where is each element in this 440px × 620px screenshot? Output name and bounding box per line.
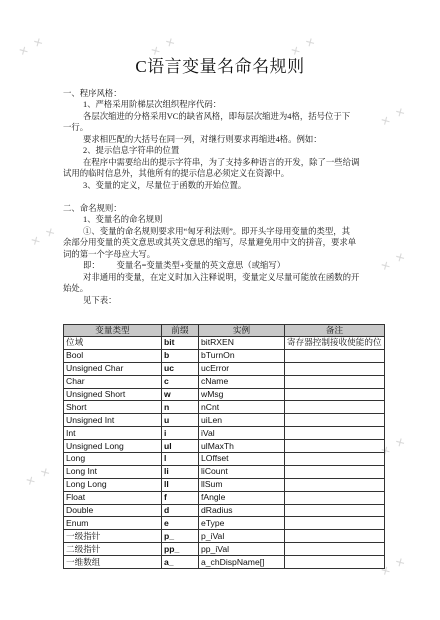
example-cell: p_iVal bbox=[199, 530, 285, 543]
table-row bbox=[64, 414, 385, 427]
prefix-cell: ul bbox=[162, 440, 199, 453]
note-cell bbox=[285, 465, 385, 478]
subsection-heading: 3、变量的定义，尽量位于函数的开始位置。 bbox=[83, 181, 247, 190]
watermark: ✕ ✕ bbox=[288, 33, 320, 60]
watermark: ✕ ✕ bbox=[378, 433, 410, 460]
paragraph-line: 要求相匹配的大括号在同一列，对继行则要求再缩进4格。例如： bbox=[83, 135, 322, 144]
note-cell bbox=[285, 491, 385, 504]
example-cell: dRadius bbox=[199, 504, 285, 517]
example-cell: pp_iVal bbox=[199, 543, 285, 556]
prefix-cell: d bbox=[162, 504, 199, 517]
note-cell bbox=[285, 388, 385, 401]
note-cell: 寄存器控制接收使能的位 bbox=[285, 337, 385, 350]
type-cell: Unsigned Int bbox=[64, 414, 162, 427]
note-cell bbox=[285, 440, 385, 453]
watermark: ✕ ✕ bbox=[378, 553, 410, 580]
table-row bbox=[64, 388, 385, 401]
watermark: ✕ ✕ bbox=[28, 223, 60, 250]
example-cell: eType bbox=[199, 517, 285, 530]
example-cell: iVal bbox=[199, 427, 285, 440]
prefix-cell: p_ bbox=[162, 530, 199, 543]
type-cell: Double bbox=[64, 504, 162, 517]
type-cell: Float bbox=[64, 491, 162, 504]
variable-prefix-table bbox=[63, 324, 385, 569]
note-cell bbox=[285, 427, 385, 440]
example-cell: LOffset bbox=[199, 453, 285, 466]
type-cell: 位域 bbox=[64, 337, 162, 350]
type-cell: 二级指针 bbox=[64, 543, 162, 556]
header-prefix: 前缀 bbox=[162, 325, 199, 337]
paragraph-line: 见下表： bbox=[83, 296, 117, 305]
note-cell bbox=[285, 414, 385, 427]
subsection-heading: 2、提示信息字符串的位置 bbox=[83, 146, 180, 155]
type-cell: 一级指针 bbox=[64, 530, 162, 543]
table-row bbox=[64, 543, 385, 556]
note-cell bbox=[285, 362, 385, 375]
type-cell: Short bbox=[64, 401, 162, 414]
type-cell: Unsigned Long bbox=[64, 440, 162, 453]
paragraph-line: 各层次缩进的分格采用VC的缺省风格，即每层次缩进为4格，括号位于下 bbox=[83, 112, 351, 121]
prefix-cell: l bbox=[162, 453, 199, 466]
watermark: ✕ ✕ bbox=[23, 463, 55, 490]
example-cell: a_chDispName[] bbox=[199, 556, 285, 569]
section-heading: 二、命名规则： bbox=[63, 204, 122, 213]
header-note: 备注 bbox=[285, 325, 385, 337]
note-cell bbox=[285, 401, 385, 414]
paragraph-line: ①、变量的命名规则要求用“匈牙利法则”。即开头字母用变量的类型，其 bbox=[83, 227, 351, 236]
example-cell: llSum bbox=[199, 478, 285, 491]
example-cell: ucError bbox=[199, 362, 285, 375]
example-cell: fAngle bbox=[199, 491, 285, 504]
header-type: 变量类型 bbox=[64, 325, 162, 337]
watermark: ✕ ✕ bbox=[378, 248, 410, 275]
note-cell bbox=[285, 530, 385, 543]
prefix-cell: c bbox=[162, 375, 199, 388]
table-row bbox=[64, 556, 385, 569]
prefix-cell: b bbox=[162, 349, 199, 362]
note-cell bbox=[285, 504, 385, 517]
section-heading: 一、程序风格： bbox=[63, 89, 122, 98]
prefix-cell: uc bbox=[162, 362, 199, 375]
prefix-cell: n bbox=[162, 401, 199, 414]
example-cell: nCnt bbox=[199, 401, 285, 414]
table-row bbox=[64, 362, 385, 375]
table-row bbox=[64, 491, 385, 504]
subsection-heading: 1、严格采用阶梯层次组织程序代码： bbox=[83, 100, 222, 109]
example-cell: wMsg bbox=[199, 388, 285, 401]
table-row bbox=[64, 530, 385, 543]
note-cell bbox=[285, 349, 385, 362]
watermark: ✕ ✕ bbox=[378, 103, 410, 130]
table-row bbox=[64, 504, 385, 517]
watermark: ✕ ✕ bbox=[148, 33, 180, 60]
paragraph-line: 一行。 bbox=[63, 123, 89, 132]
example-cell: bitRXEN bbox=[199, 337, 285, 350]
prefix-cell: f bbox=[162, 491, 199, 504]
note-cell bbox=[285, 478, 385, 491]
note-cell bbox=[285, 453, 385, 466]
paragraph-line: 词的第一个字母应大写。 bbox=[63, 250, 156, 259]
note-cell bbox=[285, 543, 385, 556]
note-cell bbox=[285, 556, 385, 569]
table-row bbox=[64, 349, 385, 362]
type-cell: Unsigned Char bbox=[64, 362, 162, 375]
table-row bbox=[64, 465, 385, 478]
example-cell: uiLen bbox=[199, 414, 285, 427]
paragraph-line: 始处。 bbox=[63, 284, 89, 293]
paragraph-line: 在程序中需要给出的提示字符串，为了支持多种语言的开发，除了一些给调 bbox=[83, 158, 360, 167]
table-row bbox=[64, 401, 385, 414]
paragraph-line: 试用的临时信息外，其他所有的提示信息必须定义在资源中。 bbox=[63, 169, 290, 178]
table-row bbox=[64, 375, 385, 388]
subsection-heading: 1、变量名的命名规则 bbox=[83, 215, 163, 224]
prefix-cell: pp_ bbox=[162, 543, 199, 556]
type-cell: Long bbox=[64, 453, 162, 466]
type-cell: Enum bbox=[64, 517, 162, 530]
type-cell: Int bbox=[64, 427, 162, 440]
example-cell: liCount bbox=[199, 465, 285, 478]
example-cell: bTurnOn bbox=[199, 349, 285, 362]
header-example: 实例 bbox=[199, 325, 285, 337]
table-row bbox=[64, 478, 385, 491]
paragraph-line: 余部分用变量的英文意思或其英文意思的缩写，尽量避免用中文的拼音，要求单 bbox=[63, 238, 357, 247]
example-cell: cName bbox=[199, 375, 285, 388]
prefix-cell: a_ bbox=[162, 556, 199, 569]
example-cell: ulMaxTh bbox=[199, 440, 285, 453]
type-cell: 一维数组 bbox=[64, 556, 162, 569]
table-body bbox=[64, 337, 385, 569]
type-cell: Long Long bbox=[64, 478, 162, 491]
document-title: C语言变量名命名规则 bbox=[135, 57, 305, 76]
table-row bbox=[64, 517, 385, 530]
type-cell: Long Int bbox=[64, 465, 162, 478]
note-cell bbox=[285, 517, 385, 530]
type-cell: Bool bbox=[64, 349, 162, 362]
prefix-cell: e bbox=[162, 517, 199, 530]
formula-line: 即： 变量名=变量类型+变量的英文意思（或缩写） bbox=[83, 261, 286, 270]
watermark: ✕ ✕ bbox=[16, 33, 48, 60]
type-cell: Unsigned Short bbox=[64, 388, 162, 401]
prefix-cell: li bbox=[162, 465, 199, 478]
prefix-cell: i bbox=[162, 427, 199, 440]
paragraph-line: 对非通用的变量，在定义时加入注释说明，变量定义尽量可能放在函数的开 bbox=[83, 273, 360, 282]
type-cell: Char bbox=[64, 375, 162, 388]
prefix-cell: w bbox=[162, 388, 199, 401]
table-row bbox=[64, 453, 385, 466]
table-row bbox=[64, 440, 385, 453]
prefix-cell: ll bbox=[162, 478, 199, 491]
note-cell bbox=[285, 375, 385, 388]
prefix-cell: bit bbox=[162, 337, 199, 350]
prefix-cell: u bbox=[162, 414, 199, 427]
table-header-row bbox=[64, 325, 385, 337]
table-row bbox=[64, 427, 385, 440]
table-row bbox=[64, 337, 385, 350]
